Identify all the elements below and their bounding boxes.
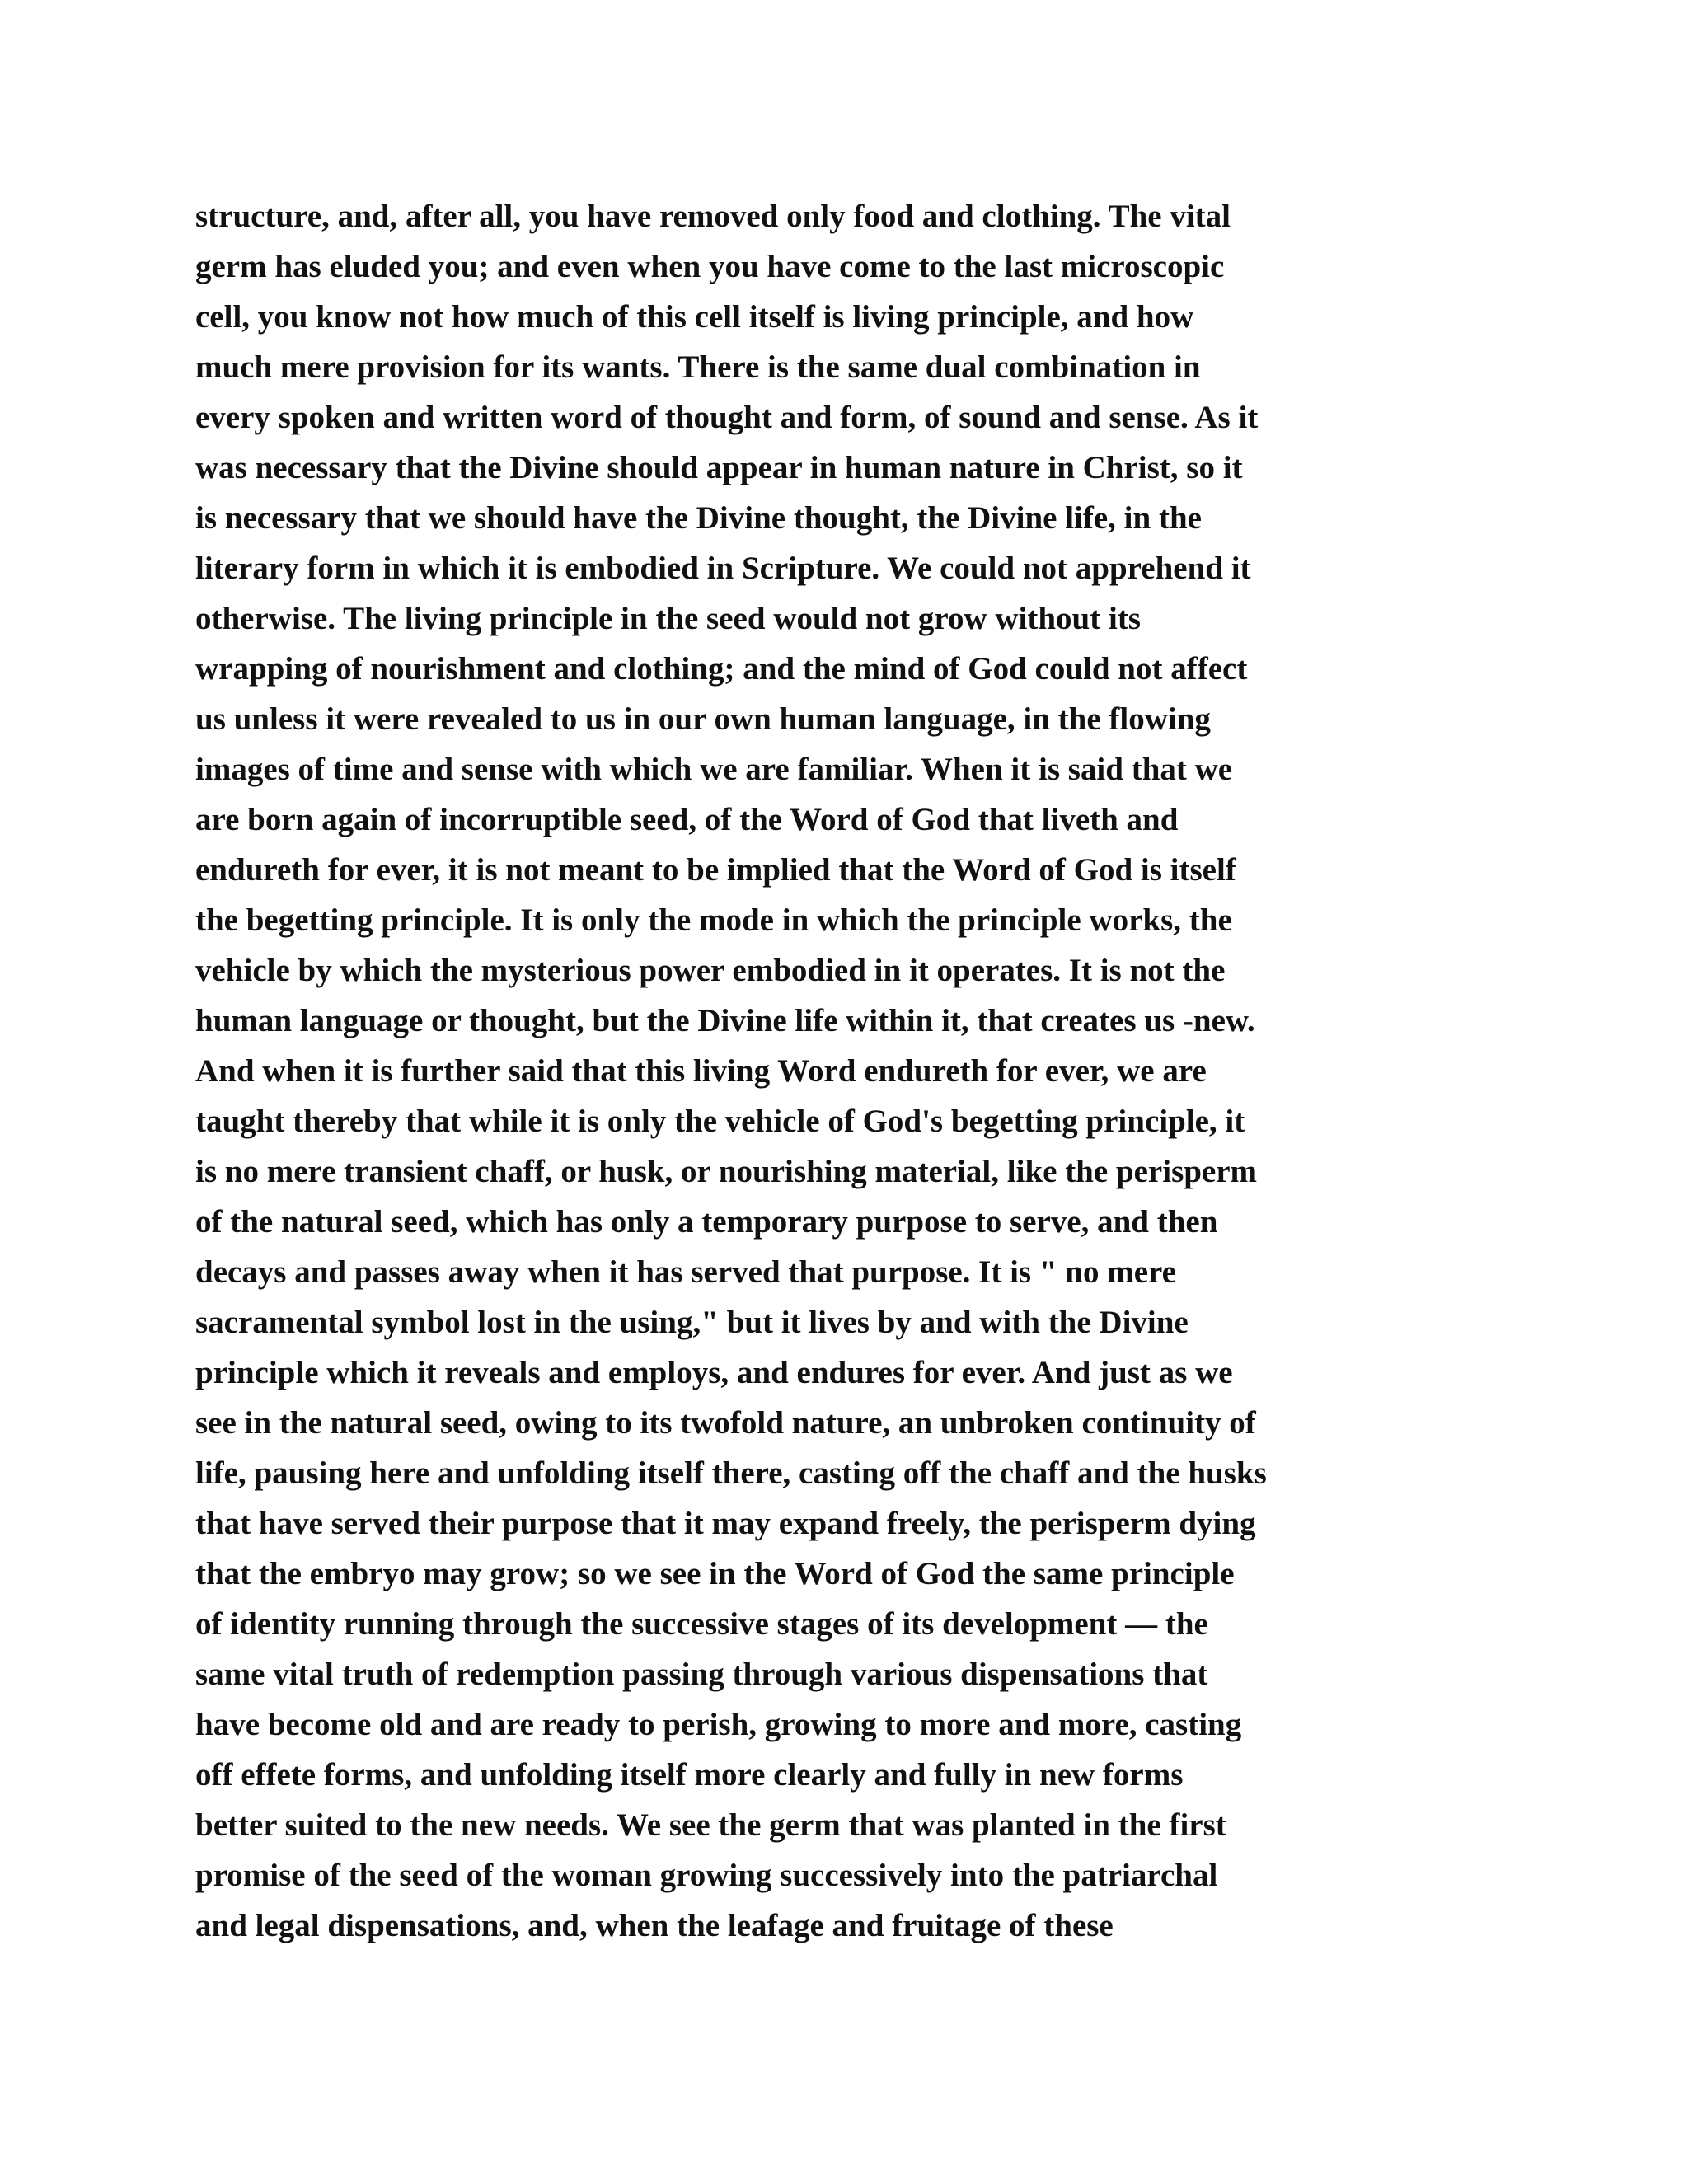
text-line: see in the natural seed, owing to its twofold nature, an unbroken continuity of — [195, 1405, 1256, 1441]
text-line: that have served their purpose that it may expand freely, the perisperm dying — [195, 1506, 1256, 1541]
text-line: much mere provision for its wants. There is the same dual combination in — [195, 349, 1201, 385]
text-line: was necessary that the Divine should appear in human nature in Christ, so it — [195, 450, 1243, 485]
text-line: are born again of incorruptible seed, of the Word of God that liveth and — [195, 802, 1179, 837]
text-line: every spoken and written word of thought and form, of sound and sense. As it — [195, 400, 1259, 435]
text-line: decays and passes away when it has served that purpose. It is " no mere — [195, 1254, 1176, 1290]
text-line: otherwise. The living principle in the seed would not grow without its — [195, 601, 1141, 636]
text-line: vehicle by which the mysterious power embodied in it operates. It is not the — [195, 953, 1226, 988]
text-line: the begetting principle. It is only the mode in which the principle works, the — [195, 902, 1232, 938]
text-line: promise of the seed of the woman growing successively into the patriarchal — [195, 1858, 1218, 1893]
text-line: is necessary that we should have the Divine thought, the Divine life, in the — [195, 500, 1202, 536]
text-line: same vital truth of redemption passing through various dispensations that — [195, 1657, 1208, 1692]
text-line: human language or thought, but the Divine life within it, that creates us -new. — [195, 1003, 1255, 1038]
text-line: structure, and, after all, you have removed only food and clothing. The vital — [195, 199, 1231, 234]
text-line: that the embryo may grow; so we see in the Word of God the same principle — [195, 1556, 1235, 1591]
text-line: images of time and sense with which we are familiar. When it is said that we — [195, 752, 1233, 787]
body-text — [195, 191, 1547, 1951]
text-line: cell, you know not how much of this cell itself is living principle, and how — [195, 299, 1194, 335]
text-line: taught thereby that while it is only the vehicle of God's begetting principle, it — [195, 1104, 1245, 1139]
text-line: is no mere transient chaff, or husk, or nourishing material, like the perisperm — [195, 1154, 1258, 1189]
text-line: wrapping of nourishment and clothing; and the mind of God could not affect — [195, 651, 1248, 687]
text-line: have become old and are ready to perish, growing to more and more, casting — [195, 1707, 1242, 1742]
text-line: principle which it reveals and employs, and endures for ever. And just as we — [195, 1355, 1233, 1390]
text-line: off effete forms, and unfolding itself more clearly and fully in new forms — [195, 1757, 1184, 1793]
text-line: And when it is further said that this living Word endureth for ever, we are — [195, 1053, 1207, 1089]
text-line: better suited to the new needs. We see the germ that was planted in the first — [195, 1807, 1226, 1843]
text-line: endureth for ever, it is not meant to be implied that the Word of God is itself — [195, 852, 1236, 888]
text-line: life, pausing here and unfolding itself there, casting off the chaff and the husks — [195, 1455, 1267, 1491]
text-line: germ has eluded you; and even when you have come to the last microscopic — [195, 249, 1225, 284]
text-line: and legal dispensations, and, when the leafage and fruitage of these — [195, 1908, 1114, 1943]
text-line: us unless it were revealed to us in our own human language, in the flowing — [195, 701, 1211, 737]
text-line: sacramental symbol lost in the using," but it lives by and with the Divine — [195, 1305, 1189, 1340]
text-line: of identity running through the successive stages of its development — the — [195, 1606, 1208, 1642]
text-line: of the natural seed, which has only a temporary purpose to serve, and then — [195, 1204, 1218, 1240]
text-line: literary form in which it is embodied in Scripture. We could not apprehend it — [195, 551, 1251, 586]
